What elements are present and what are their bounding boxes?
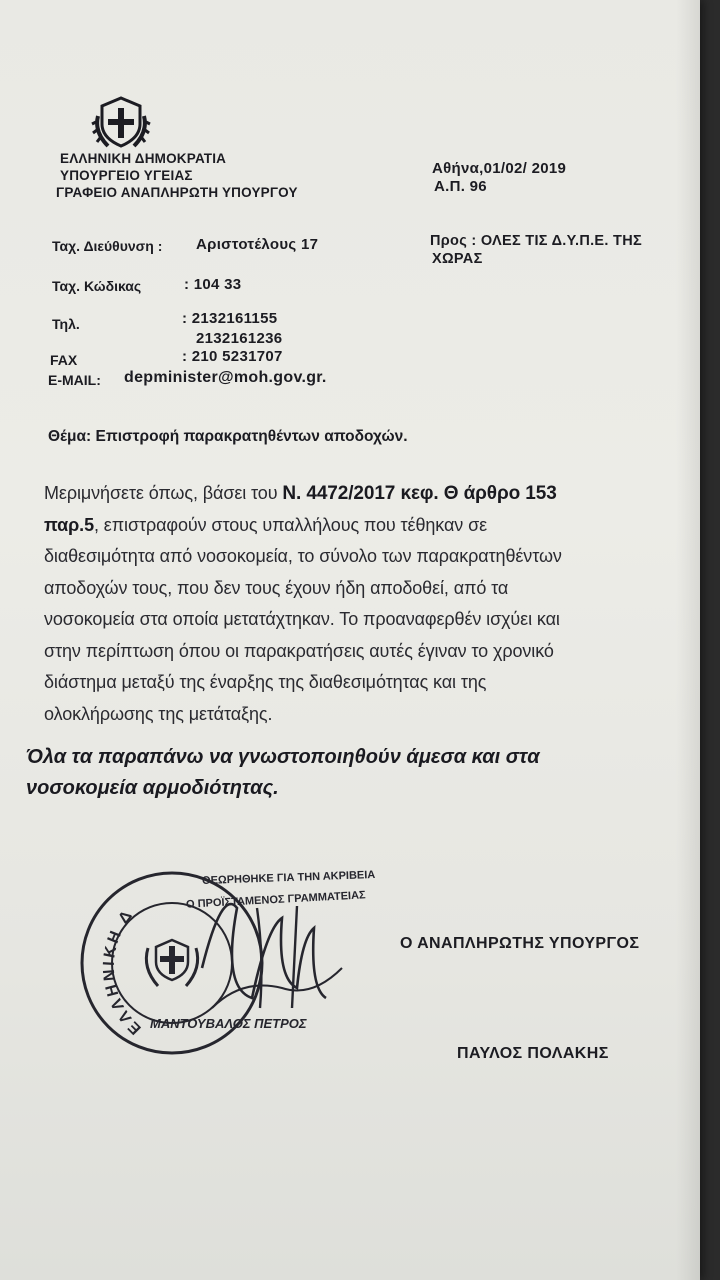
closing-line-1: Όλα τα παραπάνω να γνωστοποιηθούν άμεσα και στα <box>26 746 540 768</box>
phone-value-1: : 2132161155 <box>182 310 278 327</box>
protocol-number: Α.Π. 96 <box>434 178 487 195</box>
body-line-5: νοσοκομεία στα οποία μετατάχτηκαν. Το προαναφερθέν ισχύει και <box>44 609 560 629</box>
fax-value: : 210 5231707 <box>182 348 283 365</box>
document-date: Αθήνα,01/02/ 2019 <box>432 160 567 177</box>
email-value: depminister@moh.gov.gr. <box>124 369 327 386</box>
phone-label: Τηλ. <box>52 316 80 332</box>
address-value: Αριστοτέλους 17 <box>196 236 319 253</box>
paragraph-reference: παρ.5 <box>44 514 94 535</box>
body-line-8: ολοκλήρωσης της μετάταξης. <box>44 703 273 724</box>
recipient-line-2: ΧΩΡΑΣ <box>432 251 483 267</box>
closing-instruction <box>26 742 686 804</box>
postal-code-value: : 104 33 <box>184 276 242 293</box>
email-label: E-MAIL: <box>48 372 101 388</box>
signatory-title: Ο ΑΝΑΠΛΗΡΩΤΗΣ ΥΠΟΥΡΓΟΣ <box>400 935 640 952</box>
signatory-name: ΠΑΥΛΟΣ ΠΟΛΑΚΗΣ <box>457 1045 609 1062</box>
stamp-text-1: ΘΕΩΡΗΘΗΚΕ ΓΙΑ ΤΗΝ ΑΚΡΙΒΕΙΑ <box>201 868 376 888</box>
fax-label: FAX <box>50 352 78 368</box>
subject-line: Θέμα: Επιστροφή παρακρατηθέντων αποδοχών. <box>48 428 408 445</box>
phone-value-2: 2132161236 <box>196 330 283 347</box>
ministry-label: ΥΠΟΥΡΓΕΙΟ ΥΓΕΙΑΣ <box>60 168 193 183</box>
body-line-6: στην περίπτωση όπου οι παρακρατήσεις αυτές έγιναν το χρονικό <box>44 640 554 661</box>
republic-label: ΕΛΛΗΝΙΚΗ ΔΗΜΟΚΡΑΤΙΑ <box>60 151 227 166</box>
stamp-ring-text: ΕΛΛΗΝΙΚΗ Δ <box>100 905 145 1038</box>
stamp-name: ΜΑΝΤΟΥΒΑΛΟΣ ΠΕΤΡΟΣ <box>150 1016 307 1031</box>
svg-text:ΕΛΛΗΝΙΚΗ Δ <box>101 905 145 1037</box>
body-line-2: παρ.5, επιστραφούν στους υπαλλήλους που τέθηκαν σε <box>44 514 488 535</box>
stamp-text-2: Ο ΠΡΟΪΣΤΑΜΕΝΟΣ ΓΡΑΜΜΑΤΕΙΑΣ <box>185 889 366 911</box>
address-label: Ταχ. Διεύθυνση : <box>52 238 163 254</box>
closing-line-2: νοσοκομεία αρμοδιότητας. <box>26 777 279 799</box>
body-paragraph <box>44 478 684 730</box>
body-line-3: διαθεσιμότητα από νοσοκομεία, το σύνολο των παρακρατηθέντων <box>44 546 562 566</box>
body-line-4: αποδοχών τους, που δεν τους έχουν ήδη αποδοθεί, από τα <box>44 577 509 598</box>
postal-code-label: Ταχ. Κώδικας <box>52 278 142 294</box>
recipient-line-1: Προς : ΟΛΕΣ ΤΙΣ Δ.Υ.Π.Ε. ΤΗΣ <box>430 233 642 249</box>
body-line-1: Μεριμνήσετε όπως, βάσει του Ν. 4472/2017 κεφ. Θ άρθρο 153 <box>44 483 557 504</box>
office-label: ΓΡΑΦΕΙΟ ΑΝΑΠΛΗΡΩΤΗ ΥΠΟΥΡΓΟΥ <box>56 185 298 200</box>
law-reference: Ν. 4472/2017 κεφ. Θ άρθρο 153 <box>282 483 557 504</box>
greek-emblem-icon <box>88 88 154 154</box>
body-line-7: διάστημα μεταξύ της έναρξης της διαθεσιμότητας και της <box>44 672 487 692</box>
